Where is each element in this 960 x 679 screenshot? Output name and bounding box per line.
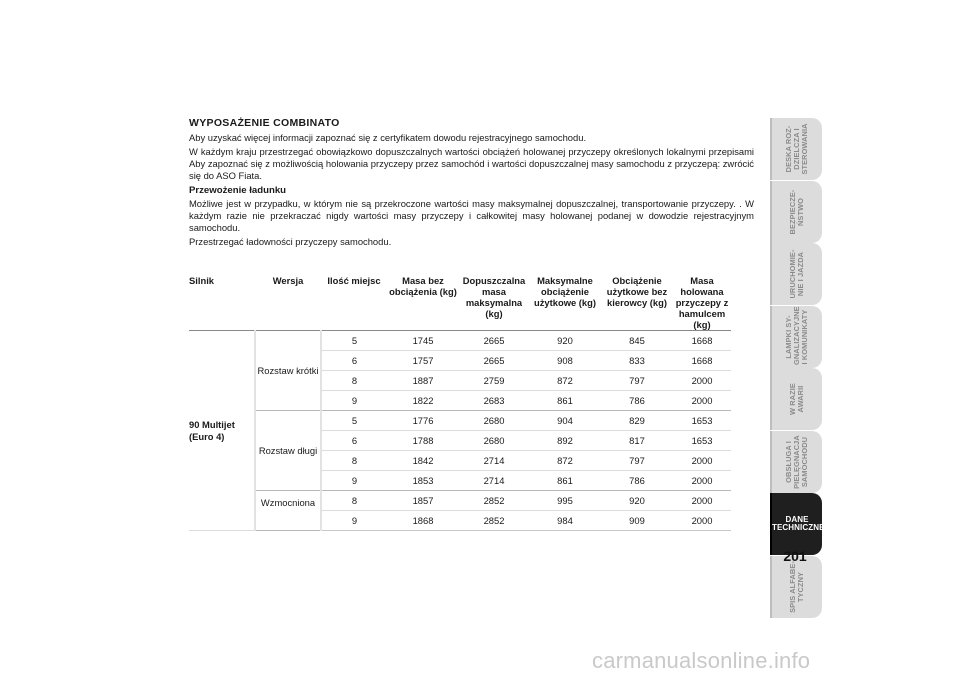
tab-label: DANE TECHNICZNE — [772, 515, 825, 532]
seats-cell: 6 — [321, 351, 387, 371]
max-mass-cell: 2852 — [459, 511, 529, 531]
payload-no-driver-cell: 797 — [601, 451, 673, 471]
max-payload-cell: 861 — [529, 391, 601, 411]
tab-starting-driving[interactable] — [770, 243, 822, 305]
max-payload-cell: 872 — [529, 451, 601, 471]
page-number: 201 — [783, 548, 807, 564]
max-mass-cell: 2680 — [459, 431, 529, 451]
payload-no-driver-cell: 786 — [601, 471, 673, 491]
towed-mass-cell: 2000 — [673, 471, 731, 491]
towed-mass-cell: 2000 — [673, 491, 731, 511]
seats-cell: 9 — [321, 391, 387, 411]
curb-mass-cell: 1868 — [387, 511, 459, 531]
towed-mass-cell: 2000 — [673, 371, 731, 391]
payload-no-driver-cell: 829 — [601, 411, 673, 431]
header-max-payload: Maksymalne obciążenie użytkowe (kg) — [534, 275, 596, 308]
text-block — [189, 117, 754, 250]
payload-no-driver-cell: 817 — [601, 431, 673, 451]
header-towed-mass: Masa holowana przyczepy z hamulcem (kg) — [675, 275, 729, 330]
seats-cell: 8 — [321, 451, 387, 471]
towed-mass-cell: 1668 — [673, 331, 731, 351]
towed-mass-cell: 2000 — [673, 391, 731, 411]
header-seats: Ilość miejsc — [327, 275, 381, 286]
payload-no-driver-cell: 833 — [601, 351, 673, 371]
tab-label: URUCHOMIE-NIE I JAZDA — [788, 249, 805, 299]
seats-cell: 8 — [321, 491, 387, 511]
towed-mass-cell: 2000 — [673, 451, 731, 471]
max-mass-cell: 2714 — [459, 471, 529, 491]
tab-index[interactable] — [770, 556, 822, 618]
header-version: Wersja — [272, 275, 304, 286]
payload-no-driver-cell: 797 — [601, 371, 673, 391]
payload-no-driver-cell: 845 — [601, 331, 673, 351]
engine-cell: 90 Multijet (Euro 4) — [189, 331, 255, 531]
max-payload-cell: 872 — [529, 371, 601, 391]
seats-cell: 8 — [321, 371, 387, 391]
curb-mass-cell: 1853 — [387, 471, 459, 491]
payload-no-driver-cell: 909 — [601, 511, 673, 531]
tab-label: BEZPIECZE-ŃSTWO — [788, 189, 805, 234]
subheading-load: Przewożenie ładunku — [189, 185, 287, 196]
curb-mass-cell: 1776 — [387, 411, 459, 431]
towed-mass-cell: 1653 — [673, 411, 731, 431]
tab-emergency[interactable] — [770, 368, 822, 430]
max-payload-cell: 920 — [529, 331, 601, 351]
curb-mass-cell: 1745 — [387, 331, 459, 351]
table-header-row — [189, 275, 731, 331]
header-max-mass: Dopuszczalna masa maksymalna (kg) — [462, 275, 526, 319]
seats-cell: 9 — [321, 511, 387, 531]
tab-warning-lights[interactable] — [770, 306, 822, 368]
tab-maintenance[interactable] — [770, 431, 822, 493]
curb-mass-cell: 1857 — [387, 491, 459, 511]
towed-mass-cell: 2000 — [673, 511, 731, 531]
max-mass-cell: 2665 — [459, 351, 529, 371]
max-payload-cell: 892 — [529, 431, 601, 451]
max-payload-cell: 995 — [529, 491, 601, 511]
seats-cell: 5 — [321, 411, 387, 431]
table-row — [189, 411, 731, 431]
payload-no-driver-cell: 786 — [601, 391, 673, 411]
seats-cell: 5 — [321, 331, 387, 351]
tab-technical-data[interactable] — [770, 493, 825, 555]
table-row — [189, 491, 731, 511]
max-payload-cell: 908 — [529, 351, 601, 371]
section-title: WYPOSAŻENIE COMBINATO — [189, 117, 340, 129]
tab-label: SPIS ALFABE-TYCZNY — [788, 560, 805, 613]
max-mass-cell: 2680 — [459, 411, 529, 431]
paragraph-towing-limits: W każdym kraju przestrzegać obowiązkowo dopuszczalnych wartości obciążeń holowanej przyczepy określonych lokalnymi przepisami Aby zapoznać się z możliwością holowania przyczepy przez samochód i wartości dopuszczalnej masy samochodu z przyczepą: zwrócić się do ASO Fiata. — [189, 146, 754, 181]
towed-mass-cell: 1653 — [673, 431, 731, 451]
version-cell: Rozstaw krótki — [255, 331, 321, 411]
curb-mass-cell: 1788 — [387, 431, 459, 451]
curb-mass-cell: 1757 — [387, 351, 459, 371]
max-payload-cell: 904 — [529, 411, 601, 431]
tab-dashboard[interactable] — [770, 118, 822, 180]
tab-safety[interactable] — [770, 181, 822, 243]
tab-label: OBSŁUGA I PIELĘGNACJA SAMOCHODU — [784, 434, 809, 489]
max-mass-cell: 2759 — [459, 371, 529, 391]
seats-cell: 9 — [321, 471, 387, 491]
watermark: carmanualsonline.info — [592, 648, 811, 673]
version-cell: Rozstaw długi — [255, 411, 321, 491]
mass-table — [189, 275, 731, 531]
tab-label: W RAZIE AWARII — [788, 383, 805, 415]
header-payload-no-driver: Obciążenie użytkowe bez kierowcy (kg) — [606, 275, 668, 308]
header-curb-mass: Masa bez obciążenia (kg) — [389, 275, 457, 297]
paragraph-certificate: Aby uzyskać więcej informacji zapoznać się z certyfikatem dowodu rejestracyjnego samochodu. — [189, 132, 587, 143]
curb-mass-cell: 1822 — [387, 391, 459, 411]
curb-mass-cell: 1887 — [387, 371, 459, 391]
tab-label: LAMPKI SY-GNALIZACYJNE I KOMUNIKATY — [784, 305, 809, 365]
max-mass-cell: 2665 — [459, 331, 529, 351]
max-payload-cell: 861 — [529, 471, 601, 491]
curb-mass-cell: 1842 — [387, 451, 459, 471]
max-mass-cell: 2714 — [459, 451, 529, 471]
paragraph-load: Możliwe jest w przypadku, w którym nie są przekroczone wartości masy maksymalnej dopuszczalnej, transportowanie przyczepy. . W każdym razie nie przekraczać nigdy wartości masy przyczepy i całkowitej masy holowanej podanej w dowodzie rejestracyjnym samochodu. — [189, 198, 754, 233]
version-cell: Wzmocniona — [255, 491, 321, 531]
tab-label: DESKA ROZ-DZIELCZA I STEROWANIA — [784, 123, 809, 175]
towed-mass-cell: 1668 — [673, 351, 731, 371]
header-engine: Silnik — [189, 275, 215, 286]
max-mass-cell: 2683 — [459, 391, 529, 411]
table-row — [189, 331, 731, 351]
paragraph-capacity: Przestrzegać ładowności przyczepy samochodu. — [189, 236, 392, 247]
payload-no-driver-cell: 920 — [601, 491, 673, 511]
seats-cell: 6 — [321, 431, 387, 451]
max-payload-cell: 984 — [529, 511, 601, 531]
max-mass-cell: 2852 — [459, 491, 529, 511]
